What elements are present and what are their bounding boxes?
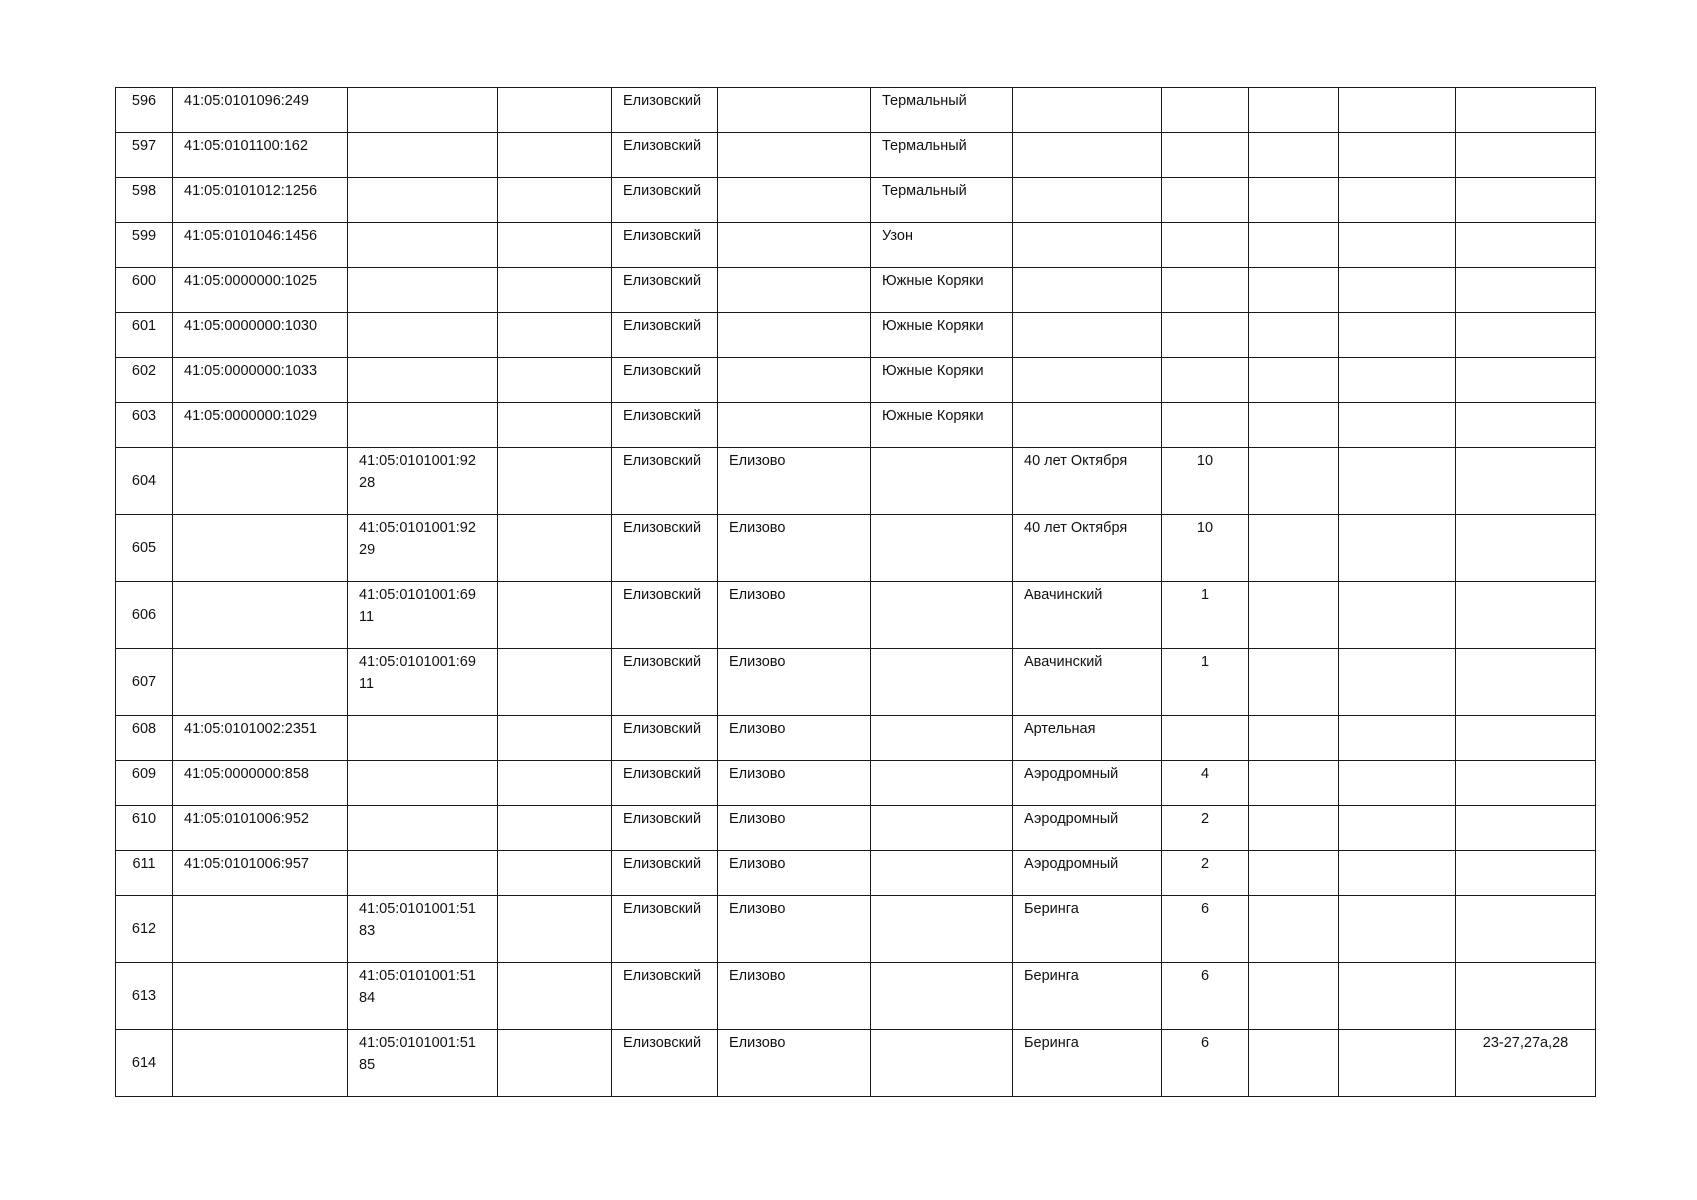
district-cell: Елизовский: [612, 1030, 718, 1097]
street-cell: Беринга: [1013, 896, 1162, 963]
cadastral-number-text: 41:05:0101001:5185: [359, 1035, 476, 1073]
city-cell: [718, 88, 871, 133]
row-number-cell: 600: [116, 268, 173, 313]
building-cadastral-number-cell: [348, 178, 498, 223]
cadastral-number-cell: [173, 649, 348, 716]
blank-cell: [1339, 649, 1456, 716]
row-number-cell: 605: [116, 515, 173, 582]
house-number-cell: [1162, 358, 1249, 403]
settlement-cell: [871, 649, 1013, 716]
cadastral-number-text: 41:05:0101001:6911: [359, 654, 476, 692]
house-number-cell: [1162, 268, 1249, 313]
table-row: [116, 716, 1596, 761]
apartments-cell: [1456, 851, 1596, 896]
row-number-cell: 611: [116, 851, 173, 896]
blank-cell: [498, 851, 612, 896]
street-cell: 40 лет Октября: [1013, 515, 1162, 582]
street-cell: [1013, 178, 1162, 223]
settlement-cell: [871, 963, 1013, 1030]
settlement-cell: [871, 896, 1013, 963]
house-number-cell: 10: [1162, 515, 1249, 582]
cadastral-number-cell: 41:05:0000000:1025: [173, 268, 348, 313]
building-cadastral-number-cell: [348, 268, 498, 313]
apartments-cell: [1456, 88, 1596, 133]
district-cell: Елизовский: [612, 133, 718, 178]
blank-cell: [1339, 851, 1456, 896]
district-cell: Елизовский: [612, 88, 718, 133]
apartments-cell: [1456, 268, 1596, 313]
city-cell: [718, 358, 871, 403]
blank-cell: [498, 649, 612, 716]
district-cell: Елизовский: [612, 223, 718, 268]
district-cell: Елизовский: [612, 358, 718, 403]
city-cell: Елизово: [718, 448, 871, 515]
street-cell: Аэродромный: [1013, 761, 1162, 806]
row-number-cell: 613: [116, 963, 173, 1030]
blank-cell: [1249, 515, 1339, 582]
blank-cell: [1339, 1030, 1456, 1097]
blank-cell: [498, 761, 612, 806]
house-number-cell: [1162, 716, 1249, 761]
cadastral-number-cell: 41:05:0101012:1256: [173, 178, 348, 223]
blank-cell: [1249, 133, 1339, 178]
street-cell: [1013, 358, 1162, 403]
apartments-cell: [1456, 896, 1596, 963]
blank-cell: [1249, 1030, 1339, 1097]
apartments-cell: [1456, 806, 1596, 851]
blank-cell: [1249, 761, 1339, 806]
table-row: [116, 223, 1596, 268]
blank-cell: [1339, 761, 1456, 806]
blank-cell: [498, 178, 612, 223]
street-cell: Авачинский: [1013, 649, 1162, 716]
apartments-cell: [1456, 223, 1596, 268]
building-cadastral-number-cell: [348, 88, 498, 133]
table-row: [116, 515, 1596, 582]
house-number-cell: 4: [1162, 761, 1249, 806]
cadastral-number-text: 41:05:0101001:6911: [359, 587, 476, 625]
cadastral-number-cell: 41:05:0101046:1456: [173, 223, 348, 268]
blank-cell: [498, 268, 612, 313]
building-cadastral-number-cell: [348, 223, 498, 268]
house-number-cell: [1162, 313, 1249, 358]
blank-cell: [1249, 806, 1339, 851]
blank-cell: [1249, 268, 1339, 313]
cadastral-number-text: 41:05:0101001:5183: [359, 901, 476, 939]
blank-cell: [1339, 582, 1456, 649]
settlement-cell: Южные Коряки: [871, 358, 1013, 403]
table-row: [116, 649, 1596, 716]
blank-cell: [1249, 313, 1339, 358]
street-cell: Авачинский: [1013, 582, 1162, 649]
cadastral-number-cell: 41:05:0000000:1030: [173, 313, 348, 358]
street-cell: Артельная: [1013, 716, 1162, 761]
city-cell: Елизово: [718, 716, 871, 761]
district-cell: Елизовский: [612, 268, 718, 313]
row-number-cell: 612: [116, 896, 173, 963]
building-cadastral-number-cell: [348, 403, 498, 448]
apartments-cell: [1456, 649, 1596, 716]
row-number-cell: 607: [116, 649, 173, 716]
apartments-cell: [1456, 358, 1596, 403]
city-cell: Елизово: [718, 515, 871, 582]
settlement-cell: [871, 448, 1013, 515]
house-number-cell: 1: [1162, 582, 1249, 649]
building-cadastral-number-cell: [348, 896, 498, 963]
building-cadastral-number-cell: [348, 448, 498, 515]
cadastral-number-cell: [173, 896, 348, 963]
cadastral-number-cell: 41:05:0101100:162: [173, 133, 348, 178]
house-number-cell: [1162, 178, 1249, 223]
settlement-cell: Южные Коряки: [871, 403, 1013, 448]
building-cadastral-number-cell: [348, 761, 498, 806]
city-cell: [718, 223, 871, 268]
row-number-cell: 608: [116, 716, 173, 761]
apartments-cell: [1456, 515, 1596, 582]
settlement-cell: Южные Коряки: [871, 313, 1013, 358]
street-cell: [1013, 313, 1162, 358]
street-cell: Беринга: [1013, 1030, 1162, 1097]
settlement-cell: [871, 515, 1013, 582]
city-cell: Елизово: [718, 582, 871, 649]
building-cadastral-number-cell: [348, 582, 498, 649]
cadastral-number-cell: 41:05:0101096:249: [173, 88, 348, 133]
blank-cell: [1339, 806, 1456, 851]
district-cell: Елизовский: [612, 515, 718, 582]
blank-cell: [1339, 403, 1456, 448]
settlement-cell: Термальный: [871, 88, 1013, 133]
settlement-cell: Южные Коряки: [871, 268, 1013, 313]
apartments-cell: [1456, 403, 1596, 448]
cadastral-number-cell: [173, 448, 348, 515]
blank-cell: [1339, 88, 1456, 133]
table-row: [116, 133, 1596, 178]
row-number-cell: 597: [116, 133, 173, 178]
house-number-cell: 2: [1162, 806, 1249, 851]
blank-cell: [1339, 268, 1456, 313]
table-row: [116, 268, 1596, 313]
settlement-cell: [871, 761, 1013, 806]
blank-cell: [498, 133, 612, 178]
building-cadastral-number-cell: [348, 133, 498, 178]
settlement-cell: Термальный: [871, 178, 1013, 223]
city-cell: [718, 178, 871, 223]
table-row: [116, 358, 1596, 403]
city-cell: Елизово: [718, 896, 871, 963]
house-number-cell: 1: [1162, 649, 1249, 716]
building-cadastral-number-cell: [348, 806, 498, 851]
cadastral-number-text: 41:05:0101001:9228: [359, 453, 476, 491]
apartments-cell: 23-27,27а,28: [1456, 1030, 1596, 1097]
table-row: [116, 178, 1596, 223]
district-cell: Елизовский: [612, 448, 718, 515]
building-cadastral-number-cell: [348, 963, 498, 1030]
blank-cell: [1249, 358, 1339, 403]
row-number-cell: 606: [116, 582, 173, 649]
table-row: [116, 448, 1596, 515]
district-cell: Елизовский: [612, 178, 718, 223]
apartments-cell: [1456, 133, 1596, 178]
district-cell: Елизовский: [612, 649, 718, 716]
city-cell: Елизово: [718, 649, 871, 716]
building-cadastral-number-cell: [348, 313, 498, 358]
street-cell: Аэродромный: [1013, 851, 1162, 896]
blank-cell: [498, 716, 612, 761]
blank-cell: [498, 223, 612, 268]
blank-cell: [1249, 963, 1339, 1030]
row-number-cell: 609: [116, 761, 173, 806]
cadastral-number-cell: [173, 1030, 348, 1097]
building-cadastral-number-cell: [348, 649, 498, 716]
blank-cell: [1249, 896, 1339, 963]
house-number-cell: 6: [1162, 896, 1249, 963]
blank-cell: [1339, 963, 1456, 1030]
table-row: [116, 403, 1596, 448]
building-cadastral-number-cell: [348, 1030, 498, 1097]
cadastral-number-cell: 41:05:0101006:952: [173, 806, 348, 851]
cadastral-number-cell: 41:05:0000000:858: [173, 761, 348, 806]
row-number-cell: 614: [116, 1030, 173, 1097]
city-cell: [718, 268, 871, 313]
registry-table-body: [116, 88, 1596, 1097]
settlement-cell: Узон: [871, 223, 1013, 268]
blank-cell: [1249, 716, 1339, 761]
cadastral-number-cell: [173, 515, 348, 582]
row-number-cell: 598: [116, 178, 173, 223]
blank-cell: [498, 313, 612, 358]
row-number-cell: 601: [116, 313, 173, 358]
street-cell: [1013, 88, 1162, 133]
blank-cell: [498, 806, 612, 851]
blank-cell: [1249, 448, 1339, 515]
settlement-cell: Термальный: [871, 133, 1013, 178]
table-row: [116, 582, 1596, 649]
house-number-cell: [1162, 223, 1249, 268]
cadastral-number-text: 41:05:0101001:5184: [359, 968, 476, 1006]
settlement-cell: [871, 1030, 1013, 1097]
city-cell: Елизово: [718, 963, 871, 1030]
blank-cell: [1249, 851, 1339, 896]
blank-cell: [498, 448, 612, 515]
house-number-cell: [1162, 133, 1249, 178]
blank-cell: [1339, 178, 1456, 223]
blank-cell: [498, 582, 612, 649]
blank-cell: [498, 403, 612, 448]
apartments-cell: [1456, 313, 1596, 358]
blank-cell: [1249, 649, 1339, 716]
blank-cell: [1249, 178, 1339, 223]
settlement-cell: [871, 806, 1013, 851]
building-cadastral-number-cell: [348, 851, 498, 896]
blank-cell: [498, 358, 612, 403]
row-number-cell: 603: [116, 403, 173, 448]
blank-cell: [1339, 716, 1456, 761]
blank-cell: [498, 515, 612, 582]
city-cell: [718, 313, 871, 358]
row-number-cell: 602: [116, 358, 173, 403]
street-cell: Беринга: [1013, 963, 1162, 1030]
blank-cell: [1339, 896, 1456, 963]
city-cell: Елизово: [718, 761, 871, 806]
city-cell: Елизово: [718, 806, 871, 851]
apartments-cell: [1456, 582, 1596, 649]
blank-cell: [1249, 88, 1339, 133]
street-cell: [1013, 268, 1162, 313]
cadastral-number-cell: 41:05:0000000:1033: [173, 358, 348, 403]
table-row: [116, 851, 1596, 896]
cadastral-number-cell: 41:05:0101006:957: [173, 851, 348, 896]
cadastral-number-cell: 41:05:0000000:1029: [173, 403, 348, 448]
cadastral-number-text: 41:05:0101001:9229: [359, 520, 476, 558]
district-cell: Елизовский: [612, 761, 718, 806]
blank-cell: [1249, 582, 1339, 649]
cadastral-number-cell: 41:05:0101002:2351: [173, 716, 348, 761]
house-number-cell: 10: [1162, 448, 1249, 515]
blank-cell: [498, 1030, 612, 1097]
street-cell: Аэродромный: [1013, 806, 1162, 851]
district-cell: Елизовский: [612, 716, 718, 761]
house-number-cell: [1162, 403, 1249, 448]
blank-cell: [498, 896, 612, 963]
table-row: [116, 963, 1596, 1030]
blank-cell: [1249, 403, 1339, 448]
blank-cell: [1339, 358, 1456, 403]
house-number-cell: 6: [1162, 1030, 1249, 1097]
settlement-cell: [871, 582, 1013, 649]
house-number-cell: 2: [1162, 851, 1249, 896]
table-row: [116, 313, 1596, 358]
house-number-cell: [1162, 88, 1249, 133]
city-cell: Елизово: [718, 1030, 871, 1097]
street-cell: [1013, 403, 1162, 448]
table-row: [116, 761, 1596, 806]
row-number-cell: 604: [116, 448, 173, 515]
blank-cell: [498, 963, 612, 1030]
blank-cell: [1339, 313, 1456, 358]
blank-cell: [1339, 448, 1456, 515]
house-number-cell: 6: [1162, 963, 1249, 1030]
apartments-cell: [1456, 963, 1596, 1030]
cadastral-number-cell: [173, 963, 348, 1030]
street-cell: 40 лет Октября: [1013, 448, 1162, 515]
city-cell: [718, 403, 871, 448]
building-cadastral-number-cell: [348, 515, 498, 582]
table-row: [116, 896, 1596, 963]
building-cadastral-number-cell: [348, 358, 498, 403]
settlement-cell: [871, 851, 1013, 896]
apartments-cell: [1456, 448, 1596, 515]
district-cell: Елизовский: [612, 403, 718, 448]
city-cell: [718, 133, 871, 178]
city-cell: Елизово: [718, 851, 871, 896]
row-number-cell: 596: [116, 88, 173, 133]
registry-table: [115, 87, 1596, 1097]
apartments-cell: [1456, 761, 1596, 806]
apartments-cell: [1456, 716, 1596, 761]
blank-cell: [498, 88, 612, 133]
street-cell: [1013, 223, 1162, 268]
apartments-cell: [1456, 178, 1596, 223]
table-row: [116, 88, 1596, 133]
blank-cell: [1339, 223, 1456, 268]
building-cadastral-number-cell: [348, 716, 498, 761]
street-cell: [1013, 133, 1162, 178]
table-row: [116, 806, 1596, 851]
district-cell: Елизовский: [612, 582, 718, 649]
row-number-cell: 599: [116, 223, 173, 268]
district-cell: Елизовский: [612, 806, 718, 851]
district-cell: Елизовский: [612, 313, 718, 358]
blank-cell: [1249, 223, 1339, 268]
cadastral-number-cell: [173, 582, 348, 649]
blank-cell: [1339, 133, 1456, 178]
district-cell: Елизовский: [612, 896, 718, 963]
table-row: [116, 1030, 1596, 1097]
row-number-cell: 610: [116, 806, 173, 851]
settlement-cell: [871, 716, 1013, 761]
blank-cell: [1339, 515, 1456, 582]
district-cell: Елизовский: [612, 851, 718, 896]
district-cell: Елизовский: [612, 963, 718, 1030]
